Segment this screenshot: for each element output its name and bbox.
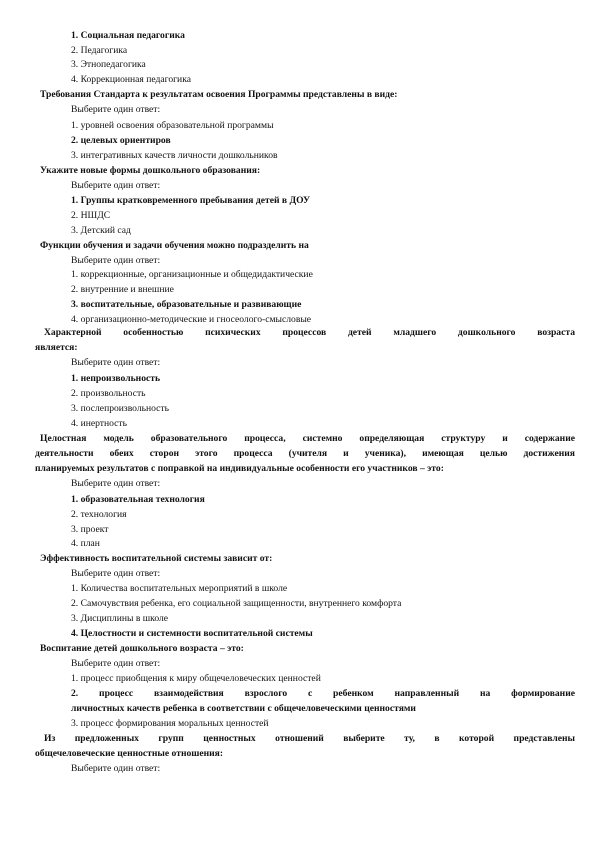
q2-option-3: 3. Детский сад (71, 225, 131, 236)
q6-prompt: Выберите один ответ: (71, 568, 161, 579)
q5-prompt: Выберите один ответ: (71, 478, 161, 489)
q7-option-2-line-1: 2. процесс взаимодействия взрослого с ребенком направленный на формирование (71, 688, 575, 699)
q1-prompt: Выберите один ответ: (71, 104, 161, 115)
q3-option-1: 1. коррекционные, организационные и общедидактические (71, 269, 313, 280)
q1-question: Требования Стандарта к результатам освоения Программы представлены в виде: (40, 89, 398, 100)
q3-prompt: Выберите один ответ: (71, 255, 161, 266)
q2-prompt: Выберите один ответ: (71, 180, 161, 191)
q2-option-2: 2. НШДС (71, 210, 111, 221)
q2-question: Укажите новые формы дошкольного образования: (40, 165, 261, 176)
q6-option-2: 2. Самочувствия ребенка, его социальной защищенности, внутреннего комфорта (71, 598, 402, 609)
q6-option-4: 4. Целостности и системности воспитательной системы (71, 628, 313, 639)
q6-option-1: 1. Количества воспитательных мероприятий в школе (71, 583, 288, 594)
q3-option-2: 2. внутренние и внешние (71, 284, 174, 295)
q4-option-4: 4. инертность (71, 418, 127, 429)
q3-question: Функции обучения и задачи обучения можно подразделить на (40, 240, 309, 251)
q6-question: Эффективность воспитательной системы зависит от: (40, 553, 273, 564)
q1-option-3: 3. интегративных качеств личности дошкольников (71, 150, 278, 161)
q4-prompt: Выберите один ответ: (71, 357, 161, 368)
q7-option-1: 1. процесс приобщения к миру общечеловеческих ценностей (71, 673, 321, 684)
q7-prompt: Выберите один ответ: (71, 658, 161, 669)
q7-option-3: 3. процесс формирования моральных ценностей (71, 718, 269, 729)
q5-question-line-2: деятельности обеих сторон этого процесса (учителя и ученика), имеющая целью достижения (35, 448, 575, 459)
q3-option-4: 4. организационно-методические и гносеолого-смысловые (71, 314, 312, 325)
q0-option-4: 4. Коррекционная педагогика (71, 74, 191, 85)
q3-option-3: 3. воспитательные, образовательные и развивающие (71, 299, 302, 310)
q5-question-line-3: планируемых результатов с поправкой на индивидуальные особенности его участников – это: (35, 463, 444, 474)
q4-option-2: 2. произвольность (71, 388, 146, 399)
q0-option-1: 1. Социальная педагогика (71, 30, 185, 41)
q5-option-2: 2. технология (71, 509, 127, 520)
q5-option-1: 1. образовательная технология (71, 494, 205, 505)
q4-question-line-1: Характерной особенностью психических процессов детей младшего дошкольного возраста (44, 327, 575, 338)
q5-option-4: 4. план (71, 538, 100, 549)
q8-prompt: Выберите один ответ: (71, 763, 161, 774)
q4-option-1: 1. непроизвольность (71, 373, 161, 384)
q6-option-3: 3. Дисциплины в школе (71, 613, 169, 624)
q7-option-2-line-2: личностных качеств ребенка в соответствии с общечеловеческими ценностями (71, 703, 416, 714)
q1-option-2: 2. целевых ориентиров (71, 135, 171, 146)
q8-question-line-2: общечеловеческие ценностные отношения: (35, 748, 224, 759)
q1-option-1: 1. уровней освоения образовательной программы (71, 120, 274, 131)
q0-option-3: 3. Этнопедагогика (71, 59, 146, 70)
q8-question-line-1: Из предложенных групп ценностных отношений выберите ту, в которой представлены (44, 733, 575, 744)
q0-option-2: 2. Педагогика (71, 45, 128, 56)
q2-option-1: 1. Группы кратковременного пребывания детей в ДОУ (71, 195, 311, 206)
q4-question-line-2: является: (35, 342, 78, 353)
q7-question: Воспитание детей дошкольного возраста – это: (40, 643, 244, 654)
q4-option-3: 3. послепроизвольность (71, 403, 170, 414)
q5-option-3: 3. проект (71, 524, 109, 535)
q5-question-line-1: Целостная модель образовательного процесса, системно определяющая структуру и содержание (40, 433, 575, 444)
